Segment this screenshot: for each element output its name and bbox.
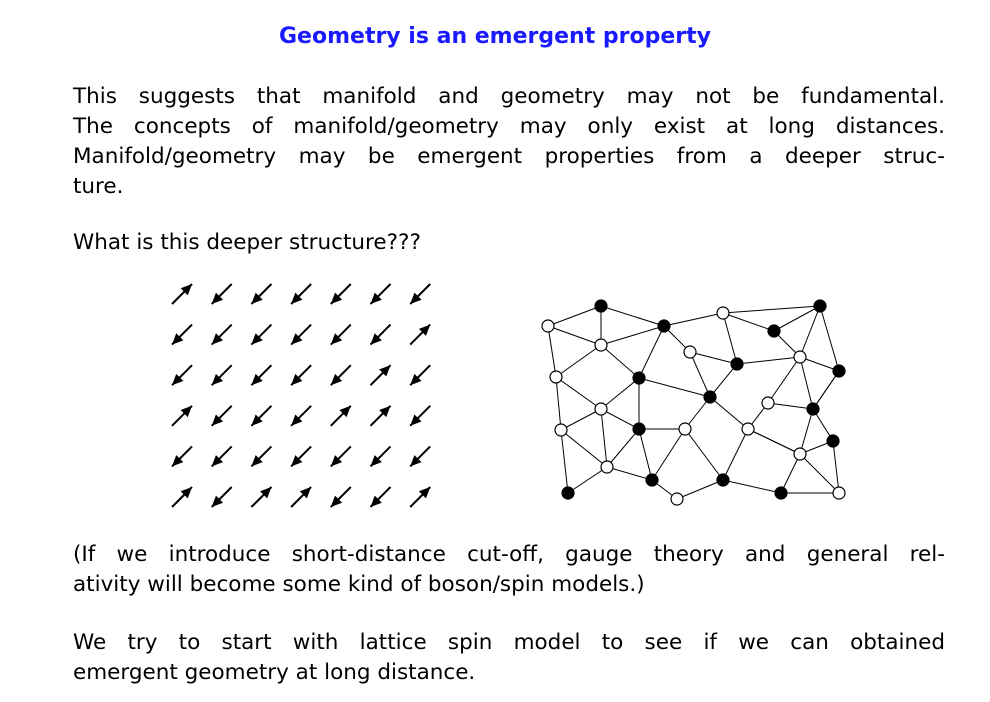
spin-arrow [291, 365, 311, 385]
spin-arrow [172, 446, 192, 466]
spin-arrow [251, 284, 271, 304]
open-node [833, 487, 845, 499]
network-edge [723, 429, 748, 480]
cutoff-paragraph [73, 540, 945, 600]
network-edge [768, 357, 800, 403]
filled-node [633, 372, 645, 384]
spin-arrow [410, 406, 430, 426]
spin-arrow [212, 446, 232, 466]
filled-node [646, 474, 658, 486]
network-edge [800, 454, 839, 493]
spin-arrow [410, 325, 430, 345]
spin-arrow [371, 406, 391, 426]
network-edge [800, 306, 820, 357]
spin-arrow [291, 487, 311, 507]
filled-node [731, 358, 743, 370]
spin-arrow [212, 325, 232, 345]
filled-node [827, 435, 839, 447]
spin-arrow [291, 406, 311, 426]
spin-arrow [410, 487, 430, 507]
spin-arrow [212, 406, 232, 426]
spin-arrow [172, 406, 192, 426]
network-edge [556, 377, 561, 430]
network-edge [601, 409, 607, 467]
network-edge [820, 306, 839, 371]
network-edge [833, 441, 839, 493]
network-edge [748, 429, 800, 454]
network-edge [556, 345, 601, 377]
network-edge [601, 326, 664, 345]
open-node [794, 448, 806, 460]
network-edge [685, 429, 723, 480]
spin-arrow [172, 487, 192, 507]
filled-node [633, 423, 645, 435]
conclusion-line-1: We try to start with lattice spin model to see if we can obtained [73, 630, 945, 655]
filled-node [814, 300, 826, 312]
filled-node [775, 487, 787, 499]
open-node [742, 423, 754, 435]
spin-arrow [331, 406, 351, 426]
network-edge [737, 357, 800, 364]
network-edge [561, 430, 568, 493]
open-node [542, 320, 554, 332]
spin-arrow [212, 284, 232, 304]
network-edge [568, 467, 607, 493]
network-edge [723, 313, 774, 331]
random-lattice-network [542, 300, 845, 505]
filled-node [658, 320, 670, 332]
spin-arrow [331, 446, 351, 466]
network-edges [548, 306, 839, 499]
spin-arrow [410, 365, 430, 385]
filled-node [562, 487, 574, 499]
spin-arrow [172, 325, 192, 345]
spin-arrow [331, 325, 351, 345]
spin-arrow [410, 446, 430, 466]
network-edge [723, 480, 781, 493]
spin-arrow [212, 487, 232, 507]
open-node [684, 346, 696, 358]
network-edge [607, 467, 652, 480]
open-node [595, 403, 607, 415]
spin-arrow [371, 284, 391, 304]
network-edge [774, 306, 820, 331]
conclusion-line-2: emergent geometry at long distance. [73, 660, 476, 685]
spin-arrow [371, 325, 391, 345]
network-edge [639, 326, 664, 378]
open-node [550, 371, 562, 383]
spin-arrow [331, 284, 351, 304]
network-edge [800, 409, 813, 454]
network-edge [813, 371, 839, 409]
network-edge [548, 326, 601, 345]
open-node [671, 493, 683, 505]
network-edge [561, 409, 601, 430]
spin-arrow [291, 325, 311, 345]
filled-node [768, 325, 780, 337]
open-node [762, 397, 774, 409]
filled-node [807, 403, 819, 415]
open-node [595, 339, 607, 351]
open-node [555, 424, 567, 436]
network-edge [556, 377, 601, 409]
filled-node [704, 391, 716, 403]
filled-node [833, 365, 845, 377]
spin-arrow [212, 365, 232, 385]
filled-node [595, 300, 607, 312]
cutoff-line-1: (If we introduce short-distance cut-off, gauge theory and general rel- [73, 542, 945, 567]
open-node [601, 461, 613, 473]
spin-arrow [251, 487, 271, 507]
network-edge [723, 313, 737, 364]
network-edge [561, 430, 607, 467]
spin-arrow [331, 365, 351, 385]
conclusion-paragraph [73, 628, 945, 688]
spin-arrow [331, 487, 351, 507]
network-edge [723, 306, 820, 313]
network-edge [664, 313, 723, 326]
intro-line-2: The concepts of manifold/geometry may only exist at long distances. [73, 114, 945, 139]
network-edge [677, 480, 723, 499]
network-edge [601, 378, 639, 409]
spin-arrow [410, 284, 430, 304]
page-title: Geometry is an emergent property [279, 24, 711, 49]
open-node [717, 307, 729, 319]
spin-arrow [251, 325, 271, 345]
network-edge [768, 403, 813, 409]
network-edge [601, 306, 664, 326]
network-edge [548, 306, 601, 326]
intro-line-4: ture. [73, 174, 124, 199]
filled-node [717, 474, 729, 486]
network-edge [652, 429, 685, 480]
network-edge [639, 429, 652, 480]
intro-line-1: This suggests that manifold and geometry may not be fundamental. [73, 84, 945, 109]
network-edge [548, 326, 556, 377]
network-edge [607, 429, 639, 467]
spin-arrow [251, 365, 271, 385]
spin-arrow-grid [172, 284, 430, 507]
intro-line-3: Manifold/geometry may be emergent properties from a deeper struc- [73, 144, 945, 169]
spin-arrow [371, 487, 391, 507]
spin-arrow [291, 284, 311, 304]
open-node [794, 351, 806, 363]
spin-arrow [371, 446, 391, 466]
network-edge [690, 352, 737, 364]
spin-arrow [172, 284, 192, 304]
network-edge [710, 397, 748, 429]
network-edge [639, 378, 710, 397]
network-nodes [542, 300, 845, 505]
network-edge [690, 352, 710, 397]
spin-arrow [172, 365, 192, 385]
spin-arrow [251, 446, 271, 466]
spin-arrow [251, 406, 271, 426]
spin-arrow [291, 446, 311, 466]
network-edge [601, 345, 639, 378]
network-edge [800, 357, 813, 409]
spin-arrow [371, 365, 391, 385]
cutoff-line-2: ativity will become some kind of boson/spin models.) [73, 572, 645, 597]
open-node [679, 423, 691, 435]
question-paragraph: What is this deeper structure??? [73, 230, 421, 255]
